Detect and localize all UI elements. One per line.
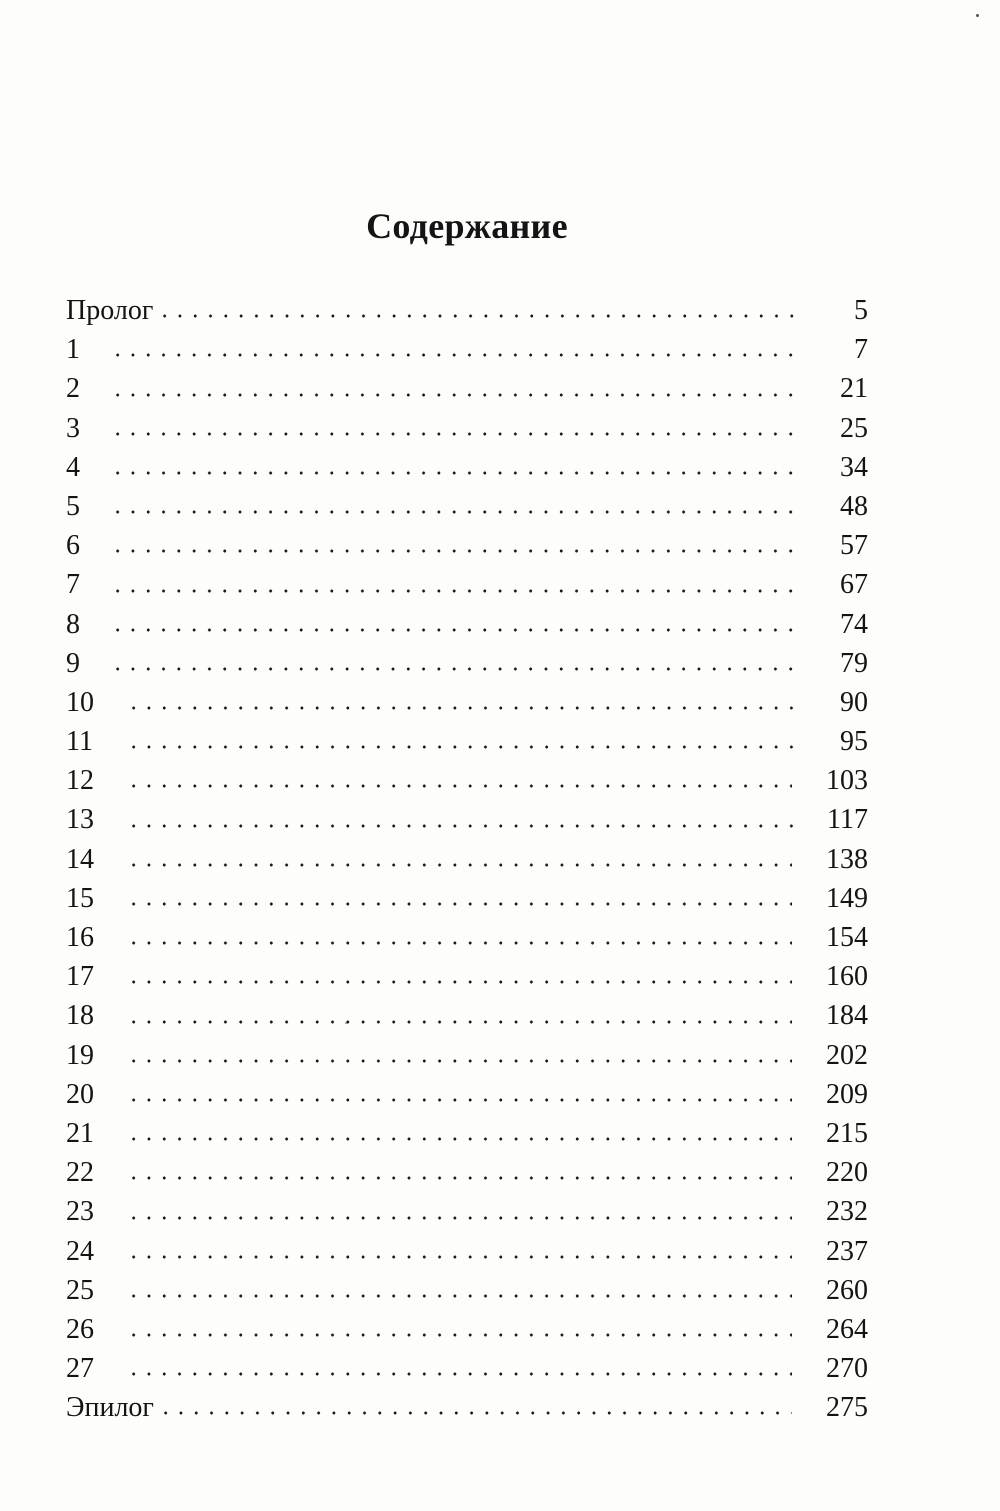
dot-leader (110, 470, 794, 476)
toc-entry-label: 16 (66, 922, 94, 953)
toc-entry-label: 15 (66, 882, 94, 914)
toc-entry (66, 565, 868, 604)
toc-entry-label: 18 (66, 1000, 94, 1032)
toc-entry-page-number: 21 (840, 373, 868, 405)
dot-leader (126, 1332, 792, 1338)
toc-entry-label: Пролог (66, 295, 154, 326)
toc-entry-label: 23 (66, 1196, 94, 1228)
dot-leader (126, 901, 792, 907)
toc-entry-page-number: 160 (826, 961, 868, 993)
toc-entry (66, 840, 868, 879)
dot-leader (110, 588, 794, 594)
toc-entry-page-number: 215 (826, 1117, 868, 1149)
toc-entry-page-number: 220 (826, 1157, 868, 1189)
toc-entry-page-number: 138 (826, 843, 868, 875)
toc-entry-label: 6 (66, 530, 80, 562)
toc-entry (66, 996, 868, 1035)
toc-entry-page-number: 7 (854, 334, 868, 366)
toc-entry-label: 5 (66, 490, 80, 522)
dot-leader (110, 352, 794, 358)
toc-entry-page-number: 34 (840, 451, 868, 483)
toc-entry-label: 21 (66, 1117, 94, 1149)
toc-entry (66, 644, 868, 683)
dot-leader (126, 1019, 792, 1025)
toc-entry-label: 26 (66, 1313, 94, 1345)
toc-entry (66, 330, 868, 369)
toc-entry (66, 1153, 868, 1192)
toc-entry (66, 1232, 868, 1271)
toc-entry-page-number: 232 (826, 1196, 868, 1228)
toc-entry (66, 957, 868, 996)
dot-leader (126, 979, 792, 985)
toc-entry (66, 448, 868, 487)
toc-entry (66, 761, 868, 800)
toc-entry (66, 683, 868, 722)
toc-entry-page-number: 149 (826, 882, 868, 914)
toc-entry (66, 722, 868, 761)
toc-entry-page-number: 154 (826, 922, 868, 953)
toc-entry (66, 369, 868, 408)
dot-leader (110, 627, 794, 633)
toc-entry-label: 9 (66, 647, 80, 679)
toc-entry-label: 3 (66, 412, 80, 444)
toc-entry (66, 487, 868, 526)
toc-entry (66, 918, 868, 957)
toc-entry-page-number: 5 (854, 295, 868, 326)
toc-entry (66, 1075, 868, 1114)
toc-entry-label: 22 (66, 1157, 94, 1189)
toc-entry (66, 1310, 868, 1349)
toc-entry-label: 4 (66, 451, 80, 483)
dot-leader (126, 1371, 792, 1377)
toc-entry-label: Эпилог (66, 1392, 154, 1424)
toc-entry-label: 10 (66, 686, 94, 718)
toc-entry-page-number: 95 (840, 726, 868, 758)
toc-entry-label: 11 (66, 726, 93, 758)
toc-entry-page-number: 209 (826, 1078, 868, 1110)
toc-entry (66, 1388, 868, 1427)
dot-leader (126, 1215, 792, 1221)
dot-leader (126, 705, 794, 711)
dot-leader (126, 1175, 792, 1181)
toc-entry (66, 526, 868, 565)
dot-leader (110, 431, 794, 437)
toc-entry-page-number: 260 (826, 1274, 868, 1306)
toc-entry-label: 27 (66, 1353, 94, 1385)
toc-entry-page-number: 57 (840, 530, 868, 562)
dot-leader (126, 862, 792, 868)
toc-entry-label: 14 (66, 843, 94, 875)
dot-leader (126, 1058, 792, 1064)
toc-entry-label: 13 (66, 804, 94, 836)
toc-entry-page-number: 202 (826, 1039, 868, 1071)
toc-entry-label: 24 (66, 1235, 94, 1267)
toc-entry-page-number: 67 (840, 569, 868, 601)
dot-leader (126, 744, 794, 750)
toc-entry (66, 1114, 868, 1153)
dot-leader (126, 783, 792, 789)
toc-entry (66, 879, 868, 918)
toc-entry-label: 7 (66, 569, 80, 601)
dot-leader (126, 940, 792, 946)
toc-entry-page-number: 184 (826, 1000, 868, 1032)
toc-entry-label: 8 (66, 608, 80, 640)
paper-speck (976, 14, 979, 17)
toc-entry (66, 605, 868, 644)
dot-leader (126, 1293, 792, 1299)
toc-entry-page-number: 25 (840, 412, 868, 444)
dot-leader (126, 1136, 792, 1142)
toc-entry (66, 1349, 868, 1388)
page-title: Содержание (366, 206, 568, 246)
dot-leader (158, 1410, 792, 1416)
toc-entry (66, 1036, 868, 1075)
toc-entry (66, 409, 868, 448)
toc-entry-label: 12 (66, 765, 94, 797)
toc-entry-label: 17 (66, 961, 94, 993)
dot-leader (126, 1254, 792, 1260)
toc-entry-page-number: 74 (840, 608, 868, 640)
toc-entry-label: 2 (66, 373, 80, 405)
dot-leader (126, 1097, 792, 1103)
dot-leader (110, 548, 794, 554)
toc-entry-page-number: 103 (826, 765, 868, 797)
toc-entry-label: 25 (66, 1274, 94, 1306)
toc-entry-label: 19 (66, 1039, 94, 1071)
dot-leader (110, 666, 794, 672)
paper-speck (345, 1022, 347, 1024)
dot-leader (110, 509, 794, 515)
toc-entry-page-number: 275 (826, 1392, 868, 1424)
toc-entry-page-number: 48 (840, 490, 868, 522)
dot-leader (126, 823, 793, 829)
toc-entry (66, 800, 868, 839)
toc-entry-page-number: 90 (840, 686, 868, 718)
toc-entry-page-number: 79 (840, 647, 868, 679)
toc-entry (66, 291, 868, 330)
toc-entry-label: 1 (66, 334, 80, 366)
toc-entry-page-number: 264 (826, 1313, 868, 1345)
toc-entry (66, 1271, 868, 1310)
toc-entry (66, 1192, 868, 1231)
dot-leader (110, 392, 794, 398)
toc-entry-page-number: 117 (827, 804, 868, 836)
table-of-contents (66, 291, 868, 1427)
toc-entry-page-number: 237 (826, 1235, 868, 1267)
toc-entry-label: 20 (66, 1078, 94, 1110)
dot-leader (157, 313, 794, 319)
toc-entry-page-number: 270 (826, 1353, 868, 1385)
